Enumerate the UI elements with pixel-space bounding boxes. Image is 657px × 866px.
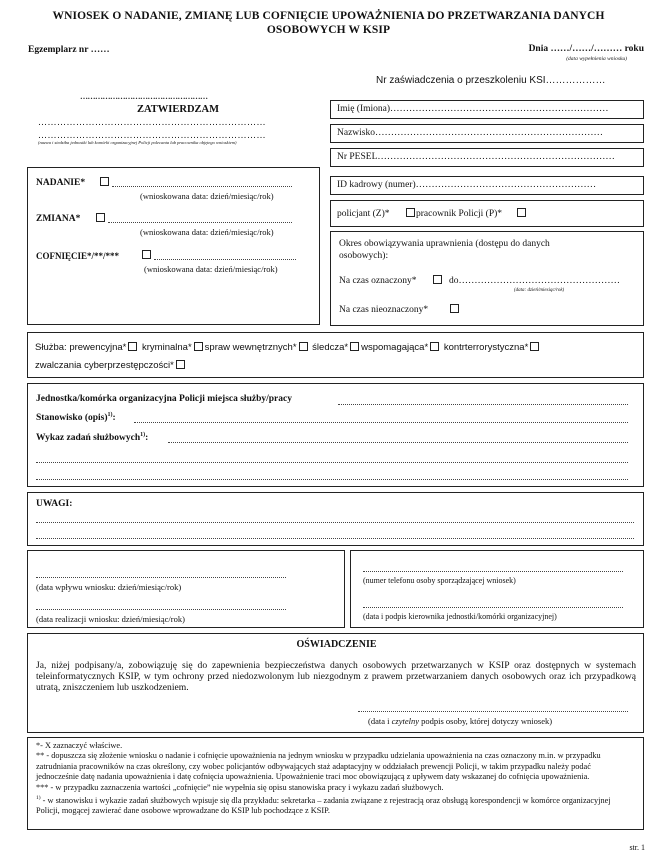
service-cyber-label: zwalczania cyberprzestępczości* (35, 360, 174, 371)
declaration-box (27, 633, 644, 733)
first-name-field[interactable]: Imię (Imiona)…………………………………………………………… (330, 100, 644, 119)
tasks-label-text: Wykaz zadań służbowych (36, 433, 141, 444)
unit-box (27, 383, 644, 487)
cofniecie-date-line[interactable] (154, 259, 296, 260)
service-label: Służba: (35, 342, 67, 353)
footnote-2: ** - dopuszcza się złożenie wniosku o nadanie i cofnięcie upoważnienia na jednym wniosku w przypadku udzielania upoważnienia na czas oznaczony m.in. w przypadku zatrudniania pracowników na czas określony, czy wobec policjantów odbywających staż adaptacyjny w oddziałach prewencji Policji, w takim przypadku należy podać jednocześnie datę nadania upoważnienia i datę cofnięcia upoważnienia. Upoważnienie traci moc obowiązującą z upływem daty wskazanej do cofnięcia upoważnienia. (36, 751, 601, 782)
completion-date-caption: (data realizacji wniosku: dzień/miesiąc/rok) (36, 614, 185, 624)
fill-date[interactable]: Dnia ……/……/……… roku (528, 44, 644, 54)
declaration-title: OŚWIADCZENIE (296, 639, 377, 650)
service-wspomagajaca-label: wspomagająca* (361, 342, 429, 353)
nadanie-date-line[interactable] (112, 186, 292, 187)
copy-number: Egzemplarz nr …… (28, 45, 110, 55)
action-box (27, 167, 320, 325)
pracownik-label: pracownik Policji (P)* (416, 209, 503, 219)
declaration-signature-caption-post: podpis osoby, której dotyczy wniosek) (418, 716, 553, 726)
declaration-signature-caption-pre: (data i (368, 716, 392, 726)
form-title (0, 9, 657, 37)
nadanie-checkbox[interactable] (100, 177, 109, 186)
fill-date-caption: (data wypełnienia wniosku) (566, 56, 627, 62)
footnote-3: *** - w przypadku zaznaczenia wartości „cofnięcie” nie wypełnia się opisu stanowiska pracy i wykazu zadań służbowych. (36, 782, 444, 792)
service-cyber-checkbox[interactable] (176, 360, 185, 369)
nieoznaczony-checkbox[interactable] (450, 304, 459, 313)
tasks-label-sup: 1) (140, 432, 146, 438)
training-certificate-number[interactable]: Nr zaświadczenia o przeszkoleniu KSI……………… (376, 75, 606, 86)
unit-label: Jednostka/komórka organizacyjna Policji miejsca służby/pracy (36, 394, 292, 404)
service-kryminalna-checkbox[interactable] (194, 342, 203, 351)
last-name-field[interactable]: Nazwisko……………………………………………………………… (330, 124, 644, 143)
footnote-4 (36, 793, 635, 817)
tasks-label: Wykaz zadań służbowych$^{1)}$: (36, 432, 149, 444)
period-box (330, 231, 644, 326)
nadanie-caption: (wnioskowana data: dzień/miesiąc/rok) (140, 191, 274, 201)
remarks-label: UWAGI: (36, 499, 73, 509)
tasks-line-1[interactable] (168, 442, 628, 443)
policjant-checkbox[interactable] (406, 208, 415, 217)
footnote-4-text: - w stanowisku i wykazie zadań służbowych wpisuje się dla przykładu: sekretarka – zadania związane z rejestracją oraz obsługą korespondencji w komórce organizacyjnej Policji, mogącej zawierać dane osobowe wprowadzane do KSIP lub pochodzące z KSIP. (36, 795, 611, 816)
period-label-line2: osobowych): (339, 251, 389, 261)
position-label-sup: 1) (107, 412, 113, 418)
tasks-line-2[interactable] (36, 462, 628, 463)
pesel-field[interactable]: Nr PESEL………………………………………………………………… (330, 148, 644, 167)
footnote-4-sup: 1) (36, 795, 41, 802)
zmiana-caption: (wnioskowana data: dzień/miesiąc/rok) (140, 227, 274, 237)
receipt-date-line[interactable] (36, 577, 286, 578)
zmiana-date-line[interactable] (108, 222, 292, 223)
oznaczony-checkbox[interactable] (433, 275, 442, 284)
zmiana-checkbox[interactable] (96, 213, 105, 222)
service-kryminalna-label: kryminalna* (142, 342, 192, 353)
declaration-signature-caption-em: czytelny (391, 716, 419, 726)
completion-date-line[interactable] (36, 609, 286, 610)
role-box (330, 200, 644, 227)
processing-dates-box (27, 550, 345, 628)
remarks-box (27, 492, 644, 546)
form-title-line1: WNIOSEK O NADANIE, ZMIANĘ LUB COFNIĘCIE UPOWAŻNIENIA DO PRZETWARZANIA DANYCH (52, 10, 605, 22)
service-spraw-wewnetrznych-checkbox[interactable] (299, 342, 308, 351)
person-fields (330, 100, 644, 170)
manager-signature-line[interactable] (363, 607, 623, 608)
position-label: Stanowisko (opis)$^{1)}$: (36, 412, 116, 424)
position-label-text: Stanowisko (opis) (36, 413, 108, 424)
approve-line-1[interactable]: ……………………………………………………………… (38, 117, 266, 127)
policjant-label: policjant (Z)* (337, 209, 390, 219)
approve-line-2[interactable]: ……………………………………………………………… (38, 130, 266, 140)
phone-line[interactable] (363, 571, 623, 572)
declaration-signature-line[interactable] (358, 711, 628, 712)
service-wspomagajaca-checkbox[interactable] (430, 342, 439, 351)
unit-line[interactable] (338, 404, 628, 405)
cofniecie-label: COFNIĘCIE*/**/*** (36, 251, 120, 261)
service-row-1 (35, 342, 541, 353)
service-sledcza-checkbox[interactable] (350, 342, 359, 351)
service-kontrterrorystyczna-label: kontrterrorystyczna* (443, 342, 529, 353)
footnotes-box (27, 737, 644, 830)
tasks-line-3[interactable] (36, 479, 628, 480)
declaration-signature-caption (368, 716, 552, 726)
declaration-text: Ja, niżej podpisany/a, zobowiązuję się do zapewnienia bezpieczeństwa danych osobowych przetwarzanych w KSIP oraz dostępnych w systemach teleinformatycznych KSIP, w tym ochrony przed niedozwolonym lub niezgodnym z prawem przetwarzaniem danych osobowych oraz ich przypadkową utratą, zniszczeniem lub uszkodzeniem. (36, 660, 636, 694)
page-number: str. 1 (629, 843, 645, 852)
do-date-field[interactable]: do…………………………………………… (449, 276, 620, 286)
remarks-line-1[interactable] (36, 522, 634, 523)
remarks-line-2[interactable] (36, 538, 634, 539)
footnote-1: *- X zaznaczyć właściwe. (36, 741, 123, 750)
receipt-date-caption: (data wpływu wniosku: dzień/miesiąc/rok) (36, 582, 182, 592)
service-sledcza-label: śledcza* (312, 342, 349, 353)
period-label-line1: Okres obowiązywania uprawnienia (dostępu do danych (339, 239, 550, 249)
service-kontrterrorystyczna-checkbox[interactable] (530, 342, 539, 351)
approve-dots: …………………………………………… (80, 92, 208, 101)
cofniecie-checkbox[interactable] (142, 250, 151, 259)
approve-label: ZATWIERDZAM (136, 104, 220, 115)
oznaczony-label: Na czas oznaczony* (339, 276, 417, 286)
service-box (27, 332, 644, 378)
pracownik-checkbox[interactable] (517, 208, 526, 217)
period-label (339, 238, 550, 262)
manager-signature-caption: (data i podpis kierownika jednostki/komórki organizacyjnej) (363, 612, 557, 621)
service-prewencyjna-checkbox[interactable] (128, 342, 137, 351)
nieoznaczony-label: Na czas nieoznaczony* (339, 305, 429, 315)
do-date-caption: (data: dzień/miesiąc/rok) (514, 288, 565, 293)
position-line[interactable] (134, 422, 628, 423)
cofniecie-caption: (wnioskowana data: dzień/miesiąc/rok) (144, 264, 278, 274)
form-title-line2: OSOBOWYCH W KSIP (266, 24, 391, 36)
contact-signature-box (350, 550, 644, 628)
service-spraw-wewnetrznych-label: spraw wewnętrznych* (204, 342, 297, 353)
service-row-2 (35, 360, 187, 371)
service-prewencyjna-label: prewencyjna* (69, 342, 127, 353)
approve-caption: (nazwa i siedziba jednostki lub komórki organizacyjnej Policji polecanta lub pracownika objętego wnioskiem) (38, 140, 237, 145)
phone-caption: (numer telefonu osoby sporządzającej wniosek) (363, 576, 516, 585)
nadanie-label: NADANIE* (36, 178, 86, 188)
id-kadrowy-field[interactable]: ID kadrowy (numer)………………………………………………… (330, 176, 644, 195)
zmiana-label: ZMIANA* (36, 214, 81, 224)
